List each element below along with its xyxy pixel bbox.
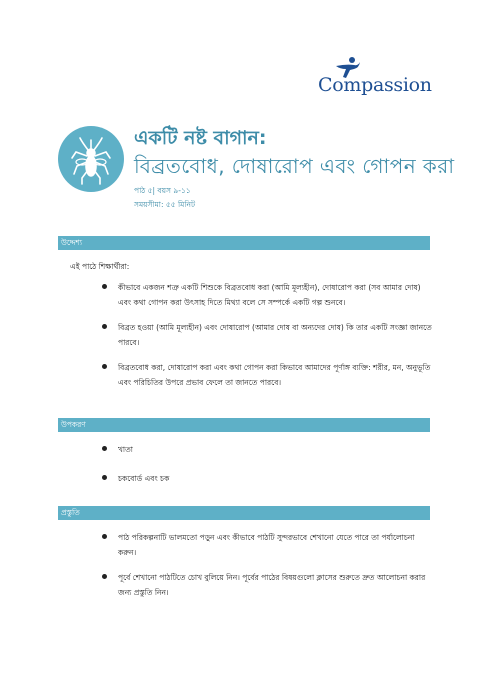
list-item: চকবোর্ড এবং চক xyxy=(102,471,432,486)
bullet-icon xyxy=(102,364,107,369)
materials-list xyxy=(102,442,432,486)
list-item: খাতা xyxy=(102,442,432,457)
list-item: পূর্বে শেখানো পাঠটিতে চোখ বুলিয়ে নিন। পূর্বের পাঠের বিষয়গুলো ক্লাসের শুরুতে দ্রুত আলোচনা করার জন্য প্রস্তুতি নিন। xyxy=(102,570,432,600)
objective-list xyxy=(102,280,432,390)
list-item: বিব্রতবোধ করা, দোষারোপ করা এবং কথা গোপন করা কিভাবে আমাদের পূর্ণাঙ্গ ব্যক্তি: শরীর, মন, অনুভূতি এবং পরিচিতির উপরে প্রভাব ফেলে তা জানতে পারবে। xyxy=(102,360,432,390)
lesson-info: পাঠ ৫| বয়স ৯-১১ xyxy=(134,186,191,195)
list-item: কীভাবে একজন শত্রু একটি শিশুকে বিব্রতবোধ করা (আমি মূল্যহীন), দোষারোপ করা (সব আমার দোষ) এবং কথা গোপন করা উৎসাহ দিতে মিথ্যা বলে সে সম্পর্কে একটি গল্প শুনবে। xyxy=(102,280,432,310)
section-heading-materials: উপকরণ xyxy=(58,418,430,432)
preparation-list xyxy=(102,530,432,600)
section-heading-preparation: প্রস্তুতি xyxy=(58,506,430,520)
list-item: বিব্রত হওয়া (আমি মূল্যহীন) এবং দোষারোপ (আমার দোষ বা অন্যদের দোষ) কি তার একটি সংজ্ঞা জানতে পারবে। xyxy=(102,320,432,350)
bullet-icon xyxy=(102,446,107,451)
objective-intro: এই পাঠে শিক্ষার্থীরা: xyxy=(70,262,130,271)
bullet-icon xyxy=(102,324,107,329)
bullet-icon xyxy=(102,574,107,579)
lesson-subtitle: বিব্রতবোধ, দোষারোপ এবং গোপন করা xyxy=(134,154,455,178)
lesson-badge xyxy=(58,126,124,192)
bullet-icon xyxy=(102,475,107,480)
compassion-logo xyxy=(318,56,434,100)
section-heading-objective: উদ্দেশ্য xyxy=(58,236,430,250)
bullet-icon xyxy=(102,534,107,539)
mosquito-icon xyxy=(58,126,124,192)
lesson-title: একটি নষ্ট বাগান: xyxy=(134,127,267,149)
logo-text: Compassion xyxy=(318,74,432,96)
bullet-icon xyxy=(102,284,107,289)
lesson-duration: সময়সীমা: ৫৫ মিনিট xyxy=(134,200,196,209)
list-item: পাঠ পরিকল্পনাটি ভালমতো পড়ুন এবং কীভাবে পাঠটি সুন্দরভাবে শেখানো যেতে পারে তা পর্যালোচনা করুন। xyxy=(102,530,432,560)
